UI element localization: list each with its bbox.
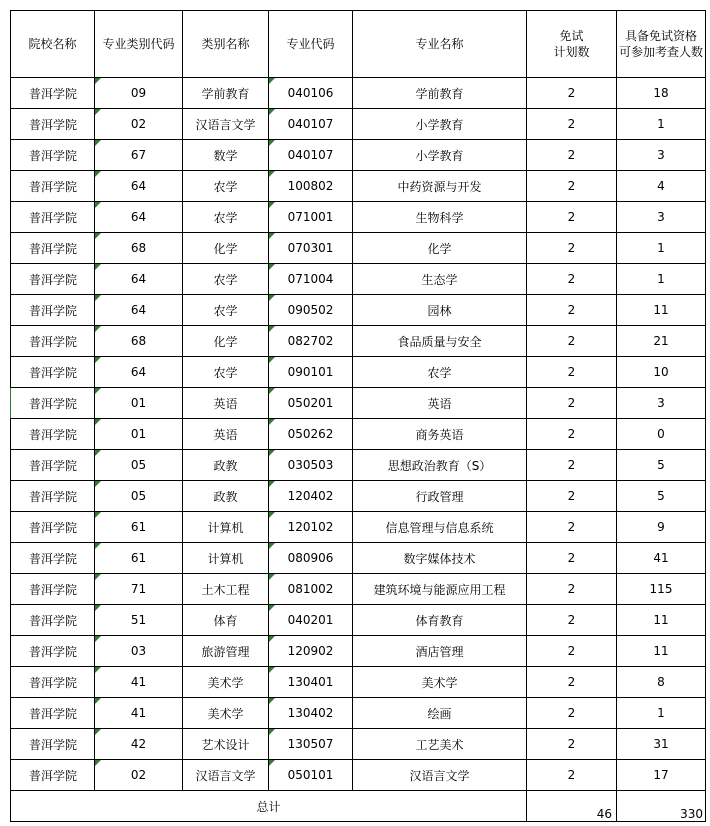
- cell-eligible[interactable]: 9: [617, 512, 706, 543]
- cell-category-code[interactable]: 01: [95, 419, 183, 450]
- table-row: [11, 78, 706, 109]
- cell-major-name[interactable]: 汉语言文学: [353, 760, 527, 791]
- cell-category-code[interactable]: 41: [95, 667, 183, 698]
- table-row: [11, 636, 706, 667]
- cell-major-name[interactable]: 中药资源与开发: [353, 171, 527, 202]
- cell-school[interactable]: 普洱学院: [11, 202, 95, 233]
- cell-category-name[interactable]: 农学: [183, 357, 269, 388]
- cell-eligible[interactable]: 11: [617, 295, 706, 326]
- cell-category-code[interactable]: 68: [95, 233, 183, 264]
- table-row: [11, 729, 706, 760]
- cell-major-code[interactable]: 130402: [269, 698, 353, 729]
- cell-category-name[interactable]: 汉语言文学: [183, 760, 269, 791]
- cell-school[interactable]: 普洱学院: [11, 109, 95, 140]
- cell-major-name[interactable]: 农学: [353, 357, 527, 388]
- cell-eligible[interactable]: 3: [617, 202, 706, 233]
- cell-school[interactable]: 普洱学院: [11, 481, 95, 512]
- cell-exempt-plan[interactable]: 2: [527, 295, 617, 326]
- cell-category-name[interactable]: 政教: [183, 481, 269, 512]
- cell-eligible[interactable]: 10: [617, 357, 706, 388]
- cell-major-code[interactable]: 081002: [269, 574, 353, 605]
- cell-category-code[interactable]: 02: [95, 109, 183, 140]
- cell-category-name[interactable]: 数学: [183, 140, 269, 171]
- cell-school[interactable]: 普洱学院: [11, 760, 95, 791]
- cell-category-name[interactable]: 农学: [183, 202, 269, 233]
- cell-school[interactable]: 普洱学院: [11, 636, 95, 667]
- cell-major-code[interactable]: 040107: [269, 109, 353, 140]
- table-row: [11, 357, 706, 388]
- cell-major-name[interactable]: 小学教育: [353, 140, 527, 171]
- total-plan[interactable]: 46: [527, 791, 617, 822]
- cell-major-code[interactable]: 120902: [269, 636, 353, 667]
- cell-major-name[interactable]: 工艺美术: [353, 729, 527, 760]
- header-exempt-plan-line2: 计划数: [553, 45, 590, 59]
- cell-eligible[interactable]: 4: [617, 171, 706, 202]
- cell-eligible[interactable]: 3: [617, 388, 706, 419]
- cell-eligible[interactable]: 31: [617, 729, 706, 760]
- header-eligible-line2: 可参加考查人数: [618, 45, 703, 59]
- cell-exempt-plan[interactable]: 2: [527, 543, 617, 574]
- cell-school[interactable]: 普洱学院: [11, 140, 95, 171]
- cell-major-code[interactable]: 120402: [269, 481, 353, 512]
- header-school[interactable]: 院校名称: [11, 11, 95, 78]
- cell-category-name[interactable]: 计算机: [183, 512, 269, 543]
- cell-exempt-plan[interactable]: 2: [527, 264, 617, 295]
- cell-major-name[interactable]: 绘画: [353, 698, 527, 729]
- cell-school[interactable]: 普洱学院: [11, 419, 95, 450]
- cell-exempt-plan[interactable]: 2: [527, 512, 617, 543]
- cell-exempt-plan[interactable]: 2: [527, 698, 617, 729]
- cell-exempt-plan[interactable]: 2: [527, 605, 617, 636]
- cell-major-name[interactable]: 园林: [353, 295, 527, 326]
- cell-category-code[interactable]: 01: [95, 388, 183, 419]
- cell-eligible[interactable]: 1: [617, 698, 706, 729]
- cell-eligible[interactable]: 3: [617, 140, 706, 171]
- cell-category-code[interactable]: 61: [95, 512, 183, 543]
- header-exempt-plan-line1: 免试: [559, 29, 584, 43]
- header-row: [11, 11, 706, 78]
- table-row: [11, 171, 706, 202]
- cell-major-name[interactable]: 美术学: [353, 667, 527, 698]
- cell-school[interactable]: 普洱学院: [11, 605, 95, 636]
- cell-exempt-plan[interactable]: 2: [527, 729, 617, 760]
- cell-exempt-plan[interactable]: 2: [527, 667, 617, 698]
- cell-school[interactable]: 普洱学院: [11, 698, 95, 729]
- table-row: [11, 667, 706, 698]
- cell-exempt-plan[interactable]: 2: [527, 481, 617, 512]
- cell-major-name[interactable]: 小学教育: [353, 109, 527, 140]
- table-row: [11, 512, 706, 543]
- cell-major-code[interactable]: 071004: [269, 264, 353, 295]
- cell-category-code[interactable]: 64: [95, 202, 183, 233]
- cell-category-name[interactable]: 旅游管理: [183, 636, 269, 667]
- cell-exempt-plan[interactable]: 2: [527, 171, 617, 202]
- cell-category-name[interactable]: 化学: [183, 326, 269, 357]
- cell-category-code[interactable]: 03: [95, 636, 183, 667]
- header-category-name[interactable]: 类别名称: [183, 11, 269, 78]
- table-row: [11, 109, 706, 140]
- cell-eligible[interactable]: 115: [617, 574, 706, 605]
- cell-eligible[interactable]: 0: [617, 419, 706, 450]
- cell-major-name[interactable]: 体育教育: [353, 605, 527, 636]
- cell-school[interactable]: 普洱学院: [11, 574, 95, 605]
- cell-major-code[interactable]: 082702: [269, 326, 353, 357]
- cell-exempt-plan[interactable]: 2: [527, 326, 617, 357]
- cell-major-code[interactable]: 050101: [269, 760, 353, 791]
- cell-eligible[interactable]: 5: [617, 481, 706, 512]
- cell-category-code[interactable]: 64: [95, 295, 183, 326]
- cell-category-code[interactable]: 51: [95, 605, 183, 636]
- cell-exempt-plan[interactable]: 2: [527, 140, 617, 171]
- cell-eligible[interactable]: 41: [617, 543, 706, 574]
- cell-category-code[interactable]: 71: [95, 574, 183, 605]
- cell-category-code[interactable]: 42: [95, 729, 183, 760]
- table-body: [11, 78, 706, 791]
- cell-category-name[interactable]: 农学: [183, 264, 269, 295]
- cell-major-code[interactable]: 040201: [269, 605, 353, 636]
- cell-school[interactable]: 普洱学院: [11, 388, 95, 419]
- cell-eligible[interactable]: 17: [617, 760, 706, 791]
- header-eligible[interactable]: [617, 11, 706, 78]
- cell-school[interactable]: 普洱学院: [11, 78, 95, 109]
- cell-category-name[interactable]: 化学: [183, 233, 269, 264]
- cell-category-name[interactable]: 美术学: [183, 667, 269, 698]
- cell-major-name[interactable]: 建筑环境与能源应用工程: [353, 574, 527, 605]
- table-row: [11, 140, 706, 171]
- table-row: [11, 202, 706, 233]
- cell-category-code[interactable]: 64: [95, 171, 183, 202]
- cell-category-name[interactable]: 学前教育: [183, 78, 269, 109]
- cell-category-name[interactable]: 汉语言文学: [183, 109, 269, 140]
- cell-category-name[interactable]: 英语: [183, 419, 269, 450]
- total-eligible[interactable]: 330: [617, 791, 706, 822]
- cell-category-name[interactable]: 农学: [183, 295, 269, 326]
- exemption-table: [10, 10, 706, 822]
- cell-exempt-plan[interactable]: 2: [527, 233, 617, 264]
- cell-category-name[interactable]: 艺术设计: [183, 729, 269, 760]
- table-row: [11, 388, 706, 419]
- cell-category-code[interactable]: 68: [95, 326, 183, 357]
- cell-school[interactable]: 普洱学院: [11, 450, 95, 481]
- cell-school[interactable]: 普洱学院: [11, 667, 95, 698]
- table-row: [11, 264, 706, 295]
- cell-exempt-plan[interactable]: 2: [527, 109, 617, 140]
- cell-eligible[interactable]: 18: [617, 78, 706, 109]
- cell-major-code[interactable]: 071001: [269, 202, 353, 233]
- cell-exempt-plan[interactable]: 2: [527, 202, 617, 233]
- cell-category-code[interactable]: 64: [95, 264, 183, 295]
- cell-major-name[interactable]: 酒店管理: [353, 636, 527, 667]
- cell-major-name[interactable]: 商务英语: [353, 419, 527, 450]
- cell-category-name[interactable]: 计算机: [183, 543, 269, 574]
- cell-category-code[interactable]: 05: [95, 481, 183, 512]
- cell-school[interactable]: 普洱学院: [11, 295, 95, 326]
- cell-eligible[interactable]: 1: [617, 109, 706, 140]
- cell-school[interactable]: 普洱学院: [11, 512, 95, 543]
- cell-major-name[interactable]: 化学: [353, 233, 527, 264]
- cell-category-code[interactable]: 61: [95, 543, 183, 574]
- cell-eligible[interactable]: 11: [617, 605, 706, 636]
- cell-school[interactable]: 普洱学院: [11, 543, 95, 574]
- table-row: [11, 481, 706, 512]
- cell-category-name[interactable]: 政教: [183, 450, 269, 481]
- cell-category-code[interactable]: 41: [95, 698, 183, 729]
- table-row: [11, 295, 706, 326]
- cell-exempt-plan[interactable]: 2: [527, 388, 617, 419]
- cell-major-name[interactable]: 英语: [353, 388, 527, 419]
- total-label[interactable]: 总计: [11, 791, 527, 822]
- table-row: [11, 450, 706, 481]
- header-category-code[interactable]: 专业类别代码: [95, 11, 183, 78]
- cell-category-name[interactable]: 体育: [183, 605, 269, 636]
- table-row: [11, 605, 706, 636]
- table-row: [11, 419, 706, 450]
- table-row: [11, 326, 706, 357]
- cell-eligible[interactable]: 1: [617, 233, 706, 264]
- cell-category-code[interactable]: 02: [95, 760, 183, 791]
- cell-category-name[interactable]: 美术学: [183, 698, 269, 729]
- cell-school[interactable]: 普洱学院: [11, 171, 95, 202]
- cell-category-code[interactable]: 05: [95, 450, 183, 481]
- cell-major-code[interactable]: 040106: [269, 78, 353, 109]
- cell-school[interactable]: 普洱学院: [11, 233, 95, 264]
- cell-major-name[interactable]: 思想政治教育（S）: [353, 450, 527, 481]
- cell-major-code[interactable]: 090101: [269, 357, 353, 388]
- table-row: [11, 543, 706, 574]
- table-row: [11, 574, 706, 605]
- cell-school[interactable]: 普洱学院: [11, 729, 95, 760]
- cell-major-name[interactable]: 信息管理与信息系统: [353, 512, 527, 543]
- cell-major-code[interactable]: 130507: [269, 729, 353, 760]
- cell-exempt-plan[interactable]: 2: [527, 760, 617, 791]
- table-row: [11, 760, 706, 791]
- cell-eligible[interactable]: 21: [617, 326, 706, 357]
- cell-category-code[interactable]: 09: [95, 78, 183, 109]
- cell-major-code[interactable]: 040107: [269, 140, 353, 171]
- cell-category-name[interactable]: 农学: [183, 171, 269, 202]
- cell-major-name[interactable]: 生物科学: [353, 202, 527, 233]
- cell-major-name[interactable]: 食品质量与安全: [353, 326, 527, 357]
- cell-major-code[interactable]: 100802: [269, 171, 353, 202]
- cell-exempt-plan[interactable]: 2: [527, 357, 617, 388]
- cell-major-name[interactable]: 行政管理: [353, 481, 527, 512]
- header-major-name[interactable]: 专业名称: [353, 11, 527, 78]
- cell-major-name[interactable]: 学前教育: [353, 78, 527, 109]
- cell-exempt-plan[interactable]: 2: [527, 636, 617, 667]
- total-row: [11, 791, 706, 822]
- cell-exempt-plan[interactable]: 2: [527, 419, 617, 450]
- cell-major-code[interactable]: 070301: [269, 233, 353, 264]
- cell-major-name[interactable]: 生态学: [353, 264, 527, 295]
- cell-major-code[interactable]: 130401: [269, 667, 353, 698]
- cell-major-code[interactable]: 030503: [269, 450, 353, 481]
- cell-category-name[interactable]: 土木工程: [183, 574, 269, 605]
- header-major-code[interactable]: 专业代码: [269, 11, 353, 78]
- table-row: [11, 233, 706, 264]
- header-exempt-plan[interactable]: [527, 11, 617, 78]
- cell-school[interactable]: 普洱学院: [11, 264, 95, 295]
- cell-exempt-plan[interactable]: 2: [527, 450, 617, 481]
- cell-eligible[interactable]: 5: [617, 450, 706, 481]
- cell-category-code[interactable]: 64: [95, 357, 183, 388]
- cell-major-name[interactable]: 数字媒体技术: [353, 543, 527, 574]
- cell-eligible[interactable]: 11: [617, 636, 706, 667]
- cell-school[interactable]: 普洱学院: [11, 326, 95, 357]
- cell-school[interactable]: 普洱学院: [11, 357, 95, 388]
- header-eligible-line1: 具备免试资格: [624, 29, 697, 43]
- cell-category-name[interactable]: 英语: [183, 388, 269, 419]
- cell-exempt-plan[interactable]: 2: [527, 574, 617, 605]
- cell-eligible[interactable]: 1: [617, 264, 706, 295]
- cell-major-code[interactable]: 120102: [269, 512, 353, 543]
- cell-major-code[interactable]: 090502: [269, 295, 353, 326]
- table-row: [11, 698, 706, 729]
- cell-major-code[interactable]: 050262: [269, 419, 353, 450]
- cell-major-code[interactable]: 080906: [269, 543, 353, 574]
- cell-eligible[interactable]: 8: [617, 667, 706, 698]
- cell-category-code[interactable]: 67: [95, 140, 183, 171]
- cell-major-code[interactable]: 050201: [269, 388, 353, 419]
- cell-exempt-plan[interactable]: 2: [527, 78, 617, 109]
